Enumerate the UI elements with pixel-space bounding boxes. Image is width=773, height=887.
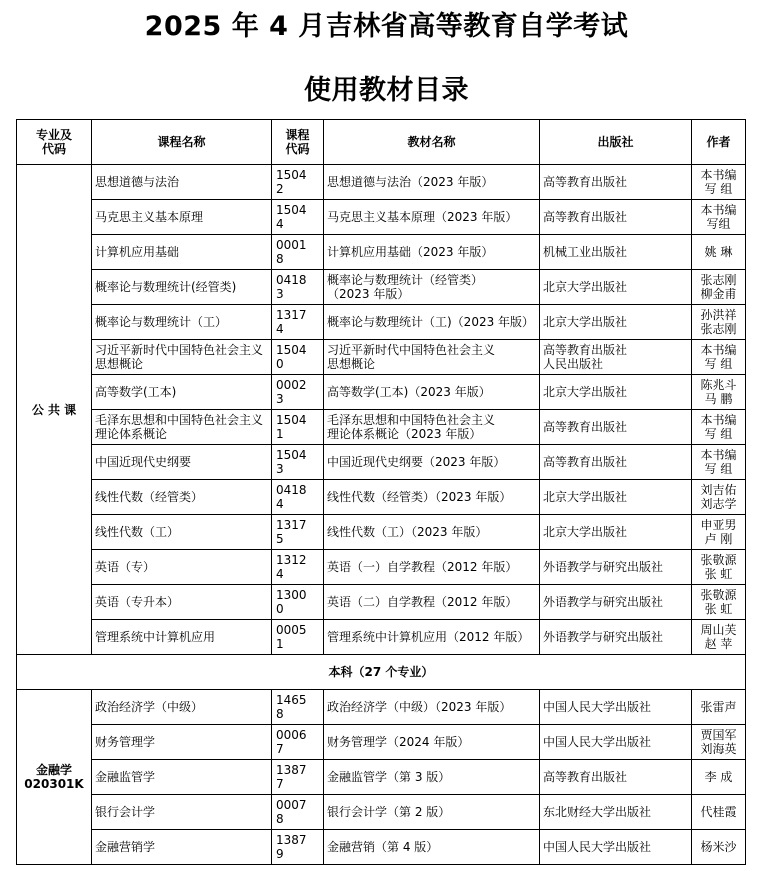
publisher-line: 外语教学与研究出版社 xyxy=(543,560,664,574)
course-code-cell xyxy=(272,830,324,865)
course-code-line: 1312 xyxy=(276,553,307,567)
course-code-line: 0 xyxy=(276,357,284,371)
author-line: 卢 刚 xyxy=(704,532,733,546)
textbook-cell xyxy=(324,515,540,550)
publisher-cell xyxy=(540,200,692,235)
header-code xyxy=(272,120,324,165)
course-code-cell xyxy=(272,585,324,620)
textbook-line: 政治经济学（中级）（2023 年版） xyxy=(327,700,512,714)
textbook-line: 概率论与数理统计（工)（2023 年版） xyxy=(327,315,535,329)
course-code-cell xyxy=(272,760,324,795)
section-header-row xyxy=(17,655,746,690)
table-row xyxy=(17,480,746,515)
header-major-line1: 专业及 xyxy=(35,128,72,142)
author-line: 柳金甫 xyxy=(700,287,737,301)
table-row xyxy=(17,725,746,760)
course-code-line: 0418 xyxy=(276,273,307,287)
page-title: 2025 年 4 月吉林省高等教育自学考试 xyxy=(144,11,629,42)
course-name-cell: 习近平新时代中国特色社会主义思想概论 xyxy=(92,340,272,375)
textbook-cell xyxy=(324,165,540,200)
publisher-cell xyxy=(540,795,692,830)
course-code-cell xyxy=(272,340,324,375)
publisher-cell xyxy=(540,690,692,725)
major-finance xyxy=(17,690,92,865)
textbook-cell xyxy=(324,305,540,340)
header-row xyxy=(17,120,746,165)
author-cell xyxy=(692,795,746,830)
course-code-line: 1465 xyxy=(276,693,307,707)
publisher-line: 北京大学出版社 xyxy=(543,525,628,539)
publisher-line: 外语教学与研究出版社 xyxy=(543,630,664,644)
author-cell xyxy=(692,235,746,270)
course-code-cell xyxy=(272,165,324,200)
author-line: 本书编 xyxy=(700,343,737,357)
header-major xyxy=(17,120,92,165)
textbook-line: 思想道德与法治（2023 年版） xyxy=(327,175,494,189)
course-code-cell xyxy=(272,200,324,235)
author-cell xyxy=(692,410,746,445)
table-row xyxy=(17,550,746,585)
course-code-line: 1 xyxy=(276,637,284,651)
author-cell xyxy=(692,725,746,760)
author-line: 张志刚 xyxy=(700,322,737,336)
course-code-cell xyxy=(272,690,324,725)
textbook-line: 管理系统中计算机应用（2012 年版） xyxy=(327,630,530,644)
publisher-cell xyxy=(540,235,692,270)
course-name-cell: 中国近现代史纲要 xyxy=(92,445,272,480)
publisher-line: 高等教育出版社 xyxy=(543,175,628,189)
publisher-line: 北京大学出版社 xyxy=(543,315,628,329)
author-cell xyxy=(692,830,746,865)
author-line: 姚 琳 xyxy=(704,245,733,259)
course-name-cell: 英语（专） xyxy=(92,550,272,585)
course-code-cell xyxy=(272,620,324,655)
author-line: 马 鹏 xyxy=(704,392,733,406)
major-public-course: 公 共 课 xyxy=(17,165,92,655)
publisher-line: 北京大学出版社 xyxy=(543,280,628,294)
publisher-line: 高等教育出版社 xyxy=(543,770,628,784)
author-line: 赵 苹 xyxy=(704,637,733,651)
course-code-line: 0418 xyxy=(276,483,307,497)
major-finance-code: 020301K xyxy=(24,777,84,791)
author-cell xyxy=(692,270,746,305)
table-row xyxy=(17,585,746,620)
publisher-cell xyxy=(540,340,692,375)
course-code-line: 1317 xyxy=(276,308,307,322)
textbook-line: 高等数学(工本)（2023 年版） xyxy=(327,385,491,399)
course-code-line: 1 xyxy=(276,427,284,441)
course-code-line: 1504 xyxy=(276,413,307,427)
course-code-line: 1387 xyxy=(276,763,307,777)
course-name-cell: 政治经济学（中级） xyxy=(92,690,272,725)
course-code-line: 7 xyxy=(276,777,284,791)
course-code-cell xyxy=(272,410,324,445)
author-line: 刘海英 xyxy=(700,742,737,756)
course-code-line: 0007 xyxy=(276,798,307,812)
course-name-cell: 财务管理学 xyxy=(92,725,272,760)
course-code-line: 1504 xyxy=(276,343,307,357)
course-name-cell: 高等数学(工本) xyxy=(92,375,272,410)
textbook-line: 思想概论 xyxy=(327,357,376,371)
textbook-line: 线性代数（经管类）（2023 年版） xyxy=(327,490,512,504)
author-line: 张敬源 xyxy=(700,588,737,602)
author-line: 张 虹 xyxy=(704,567,733,581)
author-line: 本书编 xyxy=(700,168,737,182)
author-cell xyxy=(692,445,746,480)
publisher-line: 人民出版社 xyxy=(543,357,604,371)
publisher-line: 北京大学出版社 xyxy=(543,385,628,399)
table-row xyxy=(17,760,746,795)
course-code-cell xyxy=(272,445,324,480)
course-code-line: 0 xyxy=(276,602,284,616)
course-code-line: 1504 xyxy=(276,448,307,462)
header-author: 作者 xyxy=(692,120,746,165)
course-code-cell xyxy=(272,795,324,830)
author-line: 孙洪祥 xyxy=(700,308,737,322)
publisher-cell xyxy=(540,760,692,795)
course-code-line: 7 xyxy=(276,742,284,756)
course-name-cell: 马克思主义基本原理 xyxy=(92,200,272,235)
table-row xyxy=(17,375,746,410)
table-row xyxy=(17,795,746,830)
author-line: 李 成 xyxy=(704,770,733,784)
author-line: 张雷声 xyxy=(700,700,737,714)
author-line: 周山芙 xyxy=(700,623,737,637)
course-code-line: 4 xyxy=(276,322,284,336)
publisher-line: 高等教育出版社 xyxy=(543,343,628,357)
table-row xyxy=(17,445,746,480)
author-cell xyxy=(692,585,746,620)
textbook-line: 金融营销（第 4 版） xyxy=(327,840,439,854)
publisher-line: 高等教育出版社 xyxy=(543,455,628,469)
publisher-cell xyxy=(540,515,692,550)
author-line: 写组 xyxy=(706,217,731,231)
header-textbook: 教材名称 xyxy=(324,120,540,165)
author-line: 本书编 xyxy=(700,413,737,427)
course-code-line: 1387 xyxy=(276,833,307,847)
publisher-cell xyxy=(540,445,692,480)
course-code-line: 0005 xyxy=(276,623,307,637)
header-code-line1: 课程 xyxy=(285,128,310,142)
course-name-cell: 英语（专升本） xyxy=(92,585,272,620)
table-row xyxy=(17,235,746,270)
author-cell xyxy=(692,375,746,410)
course-code-line: 0002 xyxy=(276,378,307,392)
course-code-line: 5 xyxy=(276,532,284,546)
textbook-line: 习近平新时代中国特色社会主义 xyxy=(327,343,496,357)
publisher-cell xyxy=(540,620,692,655)
course-code-line: 0006 xyxy=(276,728,307,742)
header-code-line2: 代码 xyxy=(285,142,310,156)
textbook-line: 财务管理学（2024 年版） xyxy=(327,735,470,749)
textbook-cell xyxy=(324,830,540,865)
course-code-cell xyxy=(272,515,324,550)
textbook-cell xyxy=(324,620,540,655)
author-cell xyxy=(692,620,746,655)
major-finance-name: 金融学 xyxy=(35,763,72,777)
textbook-line: 英语（一）自学教程（2012 年版） xyxy=(327,560,518,574)
textbook-cell xyxy=(324,480,540,515)
table-row xyxy=(17,340,746,375)
author-cell xyxy=(692,480,746,515)
page-subtitle: 使用教材目录 xyxy=(304,75,469,106)
textbook-cell xyxy=(324,445,540,480)
course-code-line: 9 xyxy=(276,847,284,861)
publisher-cell xyxy=(540,830,692,865)
author-cell xyxy=(692,305,746,340)
publisher-line: 中国人民大学出版社 xyxy=(543,840,652,854)
author-line: 陈兆斗 xyxy=(700,378,737,392)
publisher-cell xyxy=(540,480,692,515)
textbook-line: 中国近现代史纲要（2023 年版） xyxy=(327,455,506,469)
publisher-cell xyxy=(540,270,692,305)
course-name-cell: 线性代数（经管类） xyxy=(92,480,272,515)
course-code-cell xyxy=(272,235,324,270)
table-row xyxy=(17,305,746,340)
textbook-line: 线性代数（工）（2023 年版） xyxy=(327,525,488,539)
course-code-line: 4 xyxy=(276,217,284,231)
header-course: 课程名称 xyxy=(92,120,272,165)
table-row xyxy=(17,410,746,445)
author-cell xyxy=(692,515,746,550)
course-name-cell: 思想道德与法治 xyxy=(92,165,272,200)
publisher-line: 高等教育出版社 xyxy=(543,210,628,224)
textbook-cell xyxy=(324,585,540,620)
course-name-cell: 概率论与数理统计（工） xyxy=(92,305,272,340)
course-code-line: 1504 xyxy=(276,203,307,217)
author-line: 代桂霞 xyxy=(700,805,737,819)
textbook-cell xyxy=(324,690,540,725)
textbook-cell xyxy=(324,795,540,830)
textbook-cell xyxy=(324,235,540,270)
publisher-line: 东北财经大学出版社 xyxy=(543,805,652,819)
course-name-cell: 线性代数（工） xyxy=(92,515,272,550)
textbook-table xyxy=(16,119,746,865)
publisher-cell xyxy=(540,550,692,585)
course-code-line: 1317 xyxy=(276,518,307,532)
course-code-cell xyxy=(272,550,324,585)
author-line: 刘吉佑 xyxy=(700,483,737,497)
author-line: 写 组 xyxy=(704,182,733,196)
author-cell xyxy=(692,165,746,200)
course-name-cell: 金融监管学 xyxy=(92,760,272,795)
author-line: 本书编 xyxy=(700,448,737,462)
textbook-cell xyxy=(324,550,540,585)
textbook-cell xyxy=(324,725,540,760)
textbook-line: 概率论与数理统计（经管类） xyxy=(327,273,484,287)
table-row xyxy=(17,620,746,655)
author-line: 张 虹 xyxy=(704,602,733,616)
author-line: 写 组 xyxy=(704,357,733,371)
textbook-cell xyxy=(324,340,540,375)
textbook-line: 金融监管学（第 3 版） xyxy=(327,770,451,784)
author-line: 张敬源 xyxy=(700,553,737,567)
author-line: 贾国军 xyxy=(700,728,737,742)
course-code-line: 4 xyxy=(276,567,284,581)
publisher-cell xyxy=(540,305,692,340)
publisher-cell xyxy=(540,165,692,200)
course-code-line: 8 xyxy=(276,812,284,826)
textbook-cell xyxy=(324,410,540,445)
publisher-line: 中国人民大学出版社 xyxy=(543,700,652,714)
course-code-line: 3 xyxy=(276,392,284,406)
textbook-line: 银行会计学（第 2 版） xyxy=(327,805,451,819)
publisher-line: 机械工业出版社 xyxy=(543,245,628,259)
author-line: 张志刚 xyxy=(700,273,737,287)
course-code-line: 1300 xyxy=(276,588,307,602)
author-line: 杨米沙 xyxy=(700,840,737,854)
author-cell xyxy=(692,550,746,585)
course-code-cell xyxy=(272,305,324,340)
publisher-line: 北京大学出版社 xyxy=(543,490,628,504)
textbook-cell xyxy=(324,270,540,305)
course-name-cell: 概率论与数理统计(经管类) xyxy=(92,270,272,305)
course-code-line: 2 xyxy=(276,182,284,196)
course-name-cell: 毛泽东思想和中国特色社会主义理论体系概论 xyxy=(92,410,272,445)
author-cell xyxy=(692,340,746,375)
course-name-cell: 金融营销学 xyxy=(92,830,272,865)
section-header-cell: 本科（27 个专业） xyxy=(17,655,746,690)
course-name-cell: 管理系统中计算机应用 xyxy=(92,620,272,655)
table-row xyxy=(17,200,746,235)
author-line: 写 组 xyxy=(704,462,733,476)
course-code-cell xyxy=(272,375,324,410)
textbook-line: 计算机应用基础（2023 年版） xyxy=(327,245,494,259)
author-cell xyxy=(692,690,746,725)
course-code-line: 4 xyxy=(276,497,284,511)
textbook-line: 理论体系概论（2023 年版） xyxy=(327,427,482,441)
course-code-line: 3 xyxy=(276,462,284,476)
author-line: 刘志学 xyxy=(700,497,737,511)
table-row xyxy=(17,270,746,305)
author-cell xyxy=(692,760,746,795)
course-code-line: 0001 xyxy=(276,238,307,252)
header-major-line2: 代码 xyxy=(41,142,66,156)
textbook-line: 英语（二）自学教程（2012 年版） xyxy=(327,595,518,609)
author-line: 写 组 xyxy=(704,427,733,441)
course-name-cell: 银行会计学 xyxy=(92,795,272,830)
publisher-cell xyxy=(540,585,692,620)
header-publisher: 出版社 xyxy=(540,120,692,165)
textbook-line: 马克思主义基本原理（2023 年版） xyxy=(327,210,518,224)
course-code-cell xyxy=(272,480,324,515)
course-code-line: 8 xyxy=(276,707,284,721)
author-cell xyxy=(692,200,746,235)
table-row xyxy=(17,690,746,725)
course-code-cell xyxy=(272,725,324,760)
table-row xyxy=(17,830,746,865)
publisher-line: 外语教学与研究出版社 xyxy=(543,595,664,609)
publisher-cell xyxy=(540,410,692,445)
textbook-line: （2023 年版） xyxy=(327,287,410,301)
textbook-cell xyxy=(324,375,540,410)
textbook-cell xyxy=(324,760,540,795)
author-line: 申亚男 xyxy=(700,518,737,532)
table-row xyxy=(17,165,746,200)
textbook-cell xyxy=(324,200,540,235)
publisher-cell xyxy=(540,375,692,410)
textbook-line: 毛泽东思想和中国特色社会主义 xyxy=(327,413,496,427)
course-name-cell: 计算机应用基础 xyxy=(92,235,272,270)
publisher-line: 高等教育出版社 xyxy=(543,420,628,434)
course-code-line: 3 xyxy=(276,287,284,301)
author-line: 本书编 xyxy=(700,203,737,217)
course-code-line: 8 xyxy=(276,252,284,266)
publisher-cell xyxy=(540,725,692,760)
table-row xyxy=(17,515,746,550)
course-code-line: 1504 xyxy=(276,168,307,182)
course-code-cell xyxy=(272,270,324,305)
publisher-line: 中国人民大学出版社 xyxy=(543,735,652,749)
